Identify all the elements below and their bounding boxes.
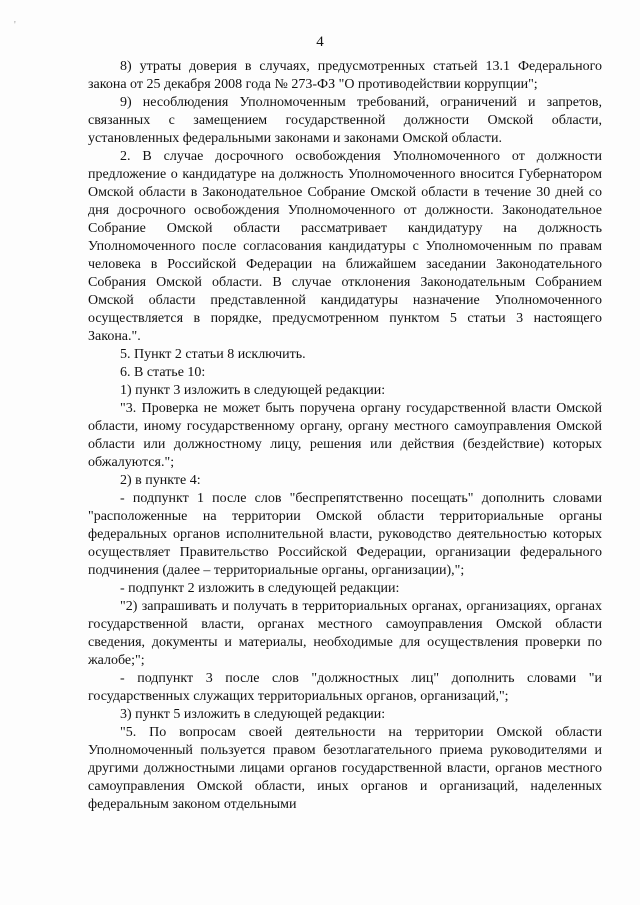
paragraph-subpoint-1: 1) пункт 3 изложить в следующей редакции: — [120, 383, 386, 398]
paragraph-dash-3: - подпункт 3 после слов "должностных лиц" дополнить словами "и государственных служащих территориальных органов, организаций,"; — [88, 671, 602, 704]
paragraph-amendment-5: 5. Пункт 2 статьи 8 исключить. — [120, 347, 306, 362]
page-number: 4 — [316, 34, 324, 50]
paragraph-quote-5: "5. По вопросам своей деятельности на территории Омской области Уполномоченный пользуется правом безотлагательного приема руководителями и другими должностными лицами органов государственной власти, органов местного самоуправления Омской области, иных органов и организаций, наделенных федеральным законом отдельными — [88, 725, 602, 812]
paragraph-amendment-6: 6. В статье 10: — [120, 365, 206, 380]
margin-mark: ' — [14, 20, 16, 31]
document-body — [88, 58, 602, 814]
paragraph-point-2: 2. В случае досрочного освобождения Уполномоченного от должности предложение о кандидатуре на должность Уполномоченного вносится Губернатором Омской области в Законодательное Собрание Омской области в течение 30 дней со дня досрочного освобождения Уполномоченного от должности. Законодательное Собрание Омской области рассматривает кандидатуру на должность Уполномоченного после согласования кандидатуры с Уполномоченным по правам человека в Российской Федерации на ближайшем заседании Законодательного Собрания Омской области. В случае отклонения Законодательным Собранием Омской области представленной кандидатуры назначение Уполномоченного осуществляется в порядке, предусмотренном пунктом 5 статьи 3 настоящего Закона.". — [88, 149, 602, 344]
paragraph-quote-3: "3. Проверка не может быть поручена органу государственной власти Омской области, иному государственному органу, органу местного самоуправления Омской области или должностному лицу, решения или действия (бездействие) которых обжалуются."; — [88, 401, 602, 470]
paragraph-subpoint-3: 3) пункт 5 изложить в следующей редакции: — [120, 707, 386, 722]
paragraph-dash-2: - подпункт 2 изложить в следующей редакции: — [120, 581, 400, 596]
paragraph-subpoint-2: 2) в пункте 4: — [120, 473, 201, 488]
paragraph-dash-1: - подпункт 1 после слов "беспрепятственно посещать" дополнить словами "расположенные на территории Омской области территориальные органы федеральных органов исполнительной власти, руководство деятельностью которых осуществляет Правительство Российской Федерации, организации федерального подчинения (далее – территориальные органы, организации),"; — [88, 491, 602, 578]
paragraph-item-8: 8) утраты доверия в случаях, предусмотренных статьей 13.1 Федерального закона от 25 декабря 2008 года № 273-ФЗ "О противодействии коррупции"; — [88, 59, 602, 92]
paragraph-quote-2: "2) запрашивать и получать в территориальных органах, организациях, органах государственной власти, органах местного самоуправления Омской области сведения, документы и материалы, необходимые для осуществления проверки по жалобе;"; — [88, 599, 602, 668]
paragraph-item-9: 9) несоблюдения Уполномоченным требований, ограничений и запретов, связанных с замещением государственной должности Омской области, установленных федеральными законами и законами Омской области. — [88, 95, 602, 146]
